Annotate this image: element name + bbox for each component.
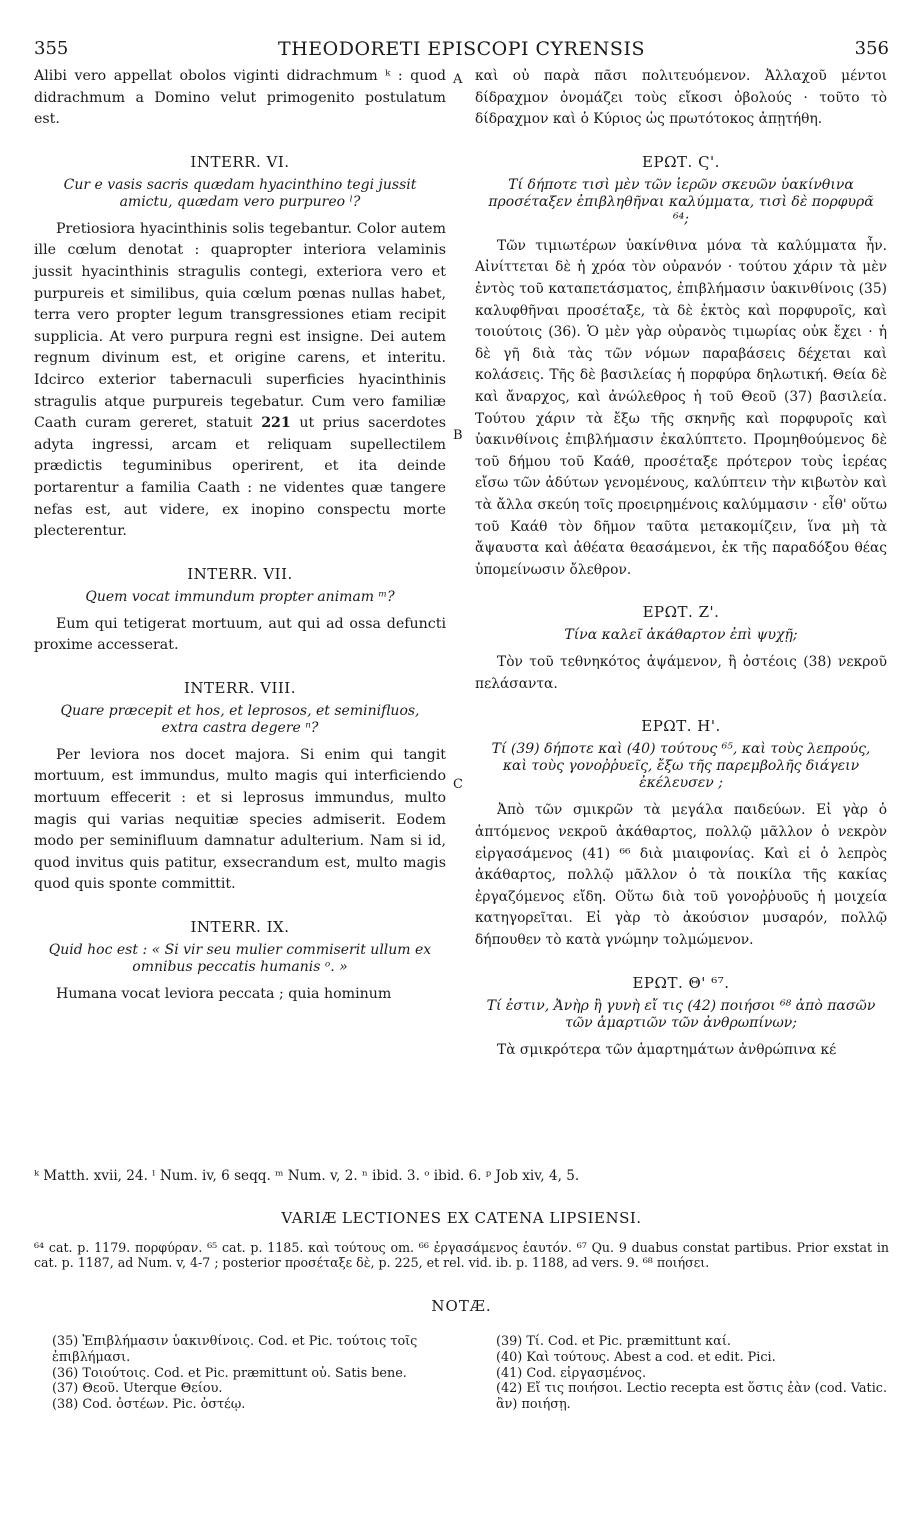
interr-9-heading: INTERR. IX.	[190, 918, 290, 937]
variae-heading: VARIÆ LECTIONES EX CATENA LIPSIENSI.	[281, 1209, 642, 1227]
page-number-right: 356	[854, 38, 889, 59]
variae-text: ⁶⁴ cat. p. 1179. πορφύραν. ⁶⁵ cat. p. 1185. καὶ τούτους om. ⁶⁶ ἐργασάμενος ἑαυτόν. ⁶⁷ Qu. 9 duabus constat partibus. Prior exstat in cat. p. 1187, ad Num. v, 4-7 ; posterior προσέταξε δὲ, p. 225, et rel. vid. ib. p. 1188, ad vers. 9. ⁶⁸ ποιήσει.	[34, 1240, 889, 1271]
erot-9-text: Τὰ σμικρότερα τῶν ἁμαρτημάτων ἀνθρώπινα κέ	[497, 1041, 837, 1058]
erot-8-heading: ΕΡΩΤ. Η'.	[641, 717, 721, 736]
note-item: (39) Τί. Cod. et Pic. præmittunt καί.	[496, 1334, 731, 1349]
note-item: (42) Εἴ τις ποιήσοι. Lectio recepta est ὅστις ἐὰν (cod. Vatic. ἂν) ποιήσῃ.	[496, 1381, 888, 1413]
running-title: THEODORETI EPISCOPI CYRENSIS	[278, 38, 645, 60]
note-item: (38) Cod. ὀστέων. Pic. ὀστέῳ.	[52, 1397, 246, 1413]
erot-8-text: Ἀπὸ τῶν σμικρῶν τὰ μεγάλα παιδεύων. Εἰ γὰρ ὁ ἁπτόμενος νεκροῦ ἀκάθαρτος, πολλῷ μᾶλλον ὁ νεκρὸν εἰργασάμενος (41) ⁶⁶ διὰ μιαιφονίας. Καὶ εἰ ὁ λεπρὸς ἀκάθαρτος, πολλῷ μᾶλλον ὁ τὰ ποικίλα τῆς κακίας ἐργαζόμενος εἴδη. Οὕτω διὰ τοῦ γονοῤῥυοῦς ἡ μοιχεία κατηγορεῖται. Εἰ γὰρ τὸ ἀκούσιον μυσαρόν, πολλῷ δήπουθεν τὸ κατὰ γνώμην τολμώμενον.	[475, 802, 887, 949]
notae-right	[496, 1334, 896, 1413]
erot-8-question: Τί (39) δήποτε καὶ (40) τούτους ⁶⁵, καὶ τοὺς λεπρούς, καὶ τοὺς γονοῤῥυεῖς, ἔξω τῆς παρεμβολῆς διάγειν ἐκέλευσεν ;	[491, 741, 871, 792]
interr-6-text-a: Pretiosiora hyacinthinis solis tegebantur. Color autem ille cœlum denotat : quapropter interiora velaminis jussit hyacinthinis stragulis contegi, exteriora vero et purpureis et similibus, quia cœlum pœnas nullas habet, terra vero propter legum transgressiones etiam recipit supplicia. At vero purpura regni est insigne. Dei autem regnum divinum est, et origine carens, et interitu. Idcirco exterior tabernaculi superficies hyacinthinis stragulis atque purpureis tegebatur. Cum vero familiæ Caath curam gereret, statuit	[34, 220, 446, 432]
interr-8-heading: INTERR. VIII.	[183, 678, 296, 697]
erot-7-text: Τὸν τοῦ τεθνηκότος ἁψάμενον, ἢ ὀστέοις (38) νεκροῦ πελάσαντα.	[475, 654, 887, 692]
greek-column	[475, 66, 887, 1061]
note-item: (40) Καὶ τούτους. Abest a cod. et edit. Pici.	[496, 1349, 776, 1365]
interr-9-text: Humana vocat leviora peccata ; quia hominum	[56, 986, 392, 1003]
erot-6-text: Τῶν τιμιωτέρων ὑακίνθινα μόνα τὰ καλύμματα ἦν. Αἰνίττεται δὲ ἡ χρόα τὸν οὐρανόν · τούτου χάριν τὰ μὲν ἐντὸς τοῦ καταπετάσματος, ἐπιβλήμασιν ὑακινθίνοις (35) καλυφθῆναι προσέταξε, τὰ δὲ ἐκτὸς καὶ πορφυροῖς, καὶ τοιούτοις (36). Ὁ μὲν γὰρ οὐρανὸς τιμωρίας οὐκ ἔχει · ἡ δὲ γῆ διὰ τὰς τῶν νόμων παραβάσεις δέχεται καὶ κολάσεις. Τῆς δὲ βασιλείας ἡ πορφύρα δηλωτική. Θεία δὲ καὶ ἄναρχος, καὶ ἀνώλεθρος ἡ τοῦ Θεοῦ (37) βασιλεία. Τούτου χάριν τὰ ἔξω τῆς σκηνῆς καὶ πορφυροῖς καὶ ὑακινθίνοις ἐπιβλήμασιν ἐκαλύπτετο. Προμηθούμενος δὲ τοῦ δήμου τοῦ Καάθ, προσέταξε πρότερον τοὺς ἱερέας εἴσω τῶν ἀδύτων γενομένους, καλύπτειν τὴν κιβωτὸν καὶ τὰ ἄλλα σκεύη τοῖς προειρημένοις καλύμμασιν · εἶθ' οὕτω τοῦ Καάθ τὸν δῆμον ταῦτα μετακομίζειν, ἵνα μὴ τὰ ἄψαυστα καὶ ἀθέατα θεασάμενοι, ἐκ τῆς παραδόξου θέας ὑπομείνωσιν ὄλεθρον.	[475, 237, 887, 578]
note-item: (41) Cod. εἰργασμένος.	[496, 1365, 647, 1381]
latin-column	[34, 66, 446, 1006]
erot-7-heading: ΕΡΩΤ. Ζ'.	[642, 603, 720, 622]
note-item: (35) Ἐπιβλήμασιν ὑακινθίνοις. Cod. et Pic. τούτοις τοῖς ἐπιβλήμασι.	[52, 1334, 418, 1365]
note-item: (37) Θεοῦ. Uterque Θείου.	[52, 1381, 223, 1397]
interr-6-text-b: ut prius sacerdotes adyta ingressi, arcam et reliquam supellectilem prædictis teguminibus operirent, et ita deinde portarentur a familia Caath : ne videntes quæ tangere nefas est, aut videre, ex inopino conspectu morte plecterentur.	[34, 415, 447, 540]
interr-7-text: Eum qui tetigerat mortuum, aut qui ad ossa defuncti proxime accesserat.	[34, 615, 446, 654]
erot-6-question: Τί δήποτε τισὶ μὲν τῶν ἱερῶν σκευῶν ὑακίνθινα προσέταξεν ἐπιβληθῆναι καλύμματα, τισὶ δὲ πορφυρᾶ ⁶⁴;	[488, 176, 874, 227]
interr-8-question: Quare præcepit et hos, et leprosos, et seminifluos, extra castra degere ⁿ?	[60, 702, 420, 736]
interr-9-question: Quid hoc est : « Si vir seu mulier commiserit ullum ex omnibus peccatis humanis ᵒ. »	[48, 942, 432, 976]
margin-letter-c: C	[453, 777, 463, 792]
margin-letter-b: B	[453, 428, 463, 443]
latin-intro: Alibi vero appellat obolos viginti didrachmum ᵏ : quod didrachmum a Domino velut primogenito postulatum est.	[34, 68, 446, 128]
greek-intro: καὶ οὐ παρὰ πᾶσι πολιτευόμενον. Ἀλλαχοῦ μέντοι δίδραχμον ὀνομάζει τοὺς εἴκοσι ὀβολούς · τοῦτο τὸ δίδραχμον καὶ ὁ Κύριος ὡς πρωτότοκος ἀπῃτήθη.	[475, 68, 887, 128]
interr-6-question: Cur e vasis sacris quædam hyacinthino tegi jussit amictu, quædam vero purpureo ˡ?	[63, 176, 417, 210]
page-number-left: 355	[34, 38, 69, 59]
interr-6-text	[34, 219, 446, 543]
notae-left	[52, 1334, 452, 1413]
erot-7-question: Τίνα καλεῖ ἀκάθαρτον ἐπὶ ψυχῇ;	[564, 627, 798, 644]
erot-9-question: Τί ἐστιν, Ἀνὴρ ἢ γυνὴ εἴ τις (42) ποιήσοι ⁶⁸ ἀπὸ πασῶν τῶν ἁμαρτιῶν τῶν ἀνθρωπίνων;	[486, 997, 876, 1031]
interr-7-heading: INTERR. VII.	[187, 564, 293, 583]
notae-heading: NOTÆ.	[431, 1297, 492, 1315]
column-number: 221	[261, 415, 291, 432]
note-item: (36) Τοιούτοις. Cod. et Pic. præmittunt οὐ. Satis bene.	[52, 1365, 407, 1381]
erot-9-heading: ΕΡΩΤ. Θ' ⁶⁷.	[632, 973, 730, 992]
interr-7-question: Quem vocat immundum propter animam ᵐ?	[85, 588, 395, 605]
interr-8-text: Per leviora nos docet majora. Si enim qui tangit mortuum, est immundus, multo magis qui interficiendo mortuum effecerit : et si leprosus immundus, multo magis qui varias nequitiæ species admiserit. Eodem modo per seminifluum damnatur adulterium. Nam si id, quod invitus quis patitur, exsecrandum est, multo magis quod quis sponte committit.	[34, 746, 446, 893]
margin-letter-a: A	[453, 72, 463, 87]
scripture-footnotes: ᵏ Matth. xvii, 24. ˡ Num. iv, 6 seqq. ᵐ Num. v, 2. ⁿ ibid. 3. ᵒ ibid. 6. ᵖ Job xiv, 4, 5.	[34, 1168, 580, 1184]
erot-6-heading: ΕΡΩΤ. Ϛ'.	[642, 152, 720, 171]
running-header	[34, 38, 889, 64]
interr-6-heading: INTERR. VI.	[190, 152, 290, 171]
